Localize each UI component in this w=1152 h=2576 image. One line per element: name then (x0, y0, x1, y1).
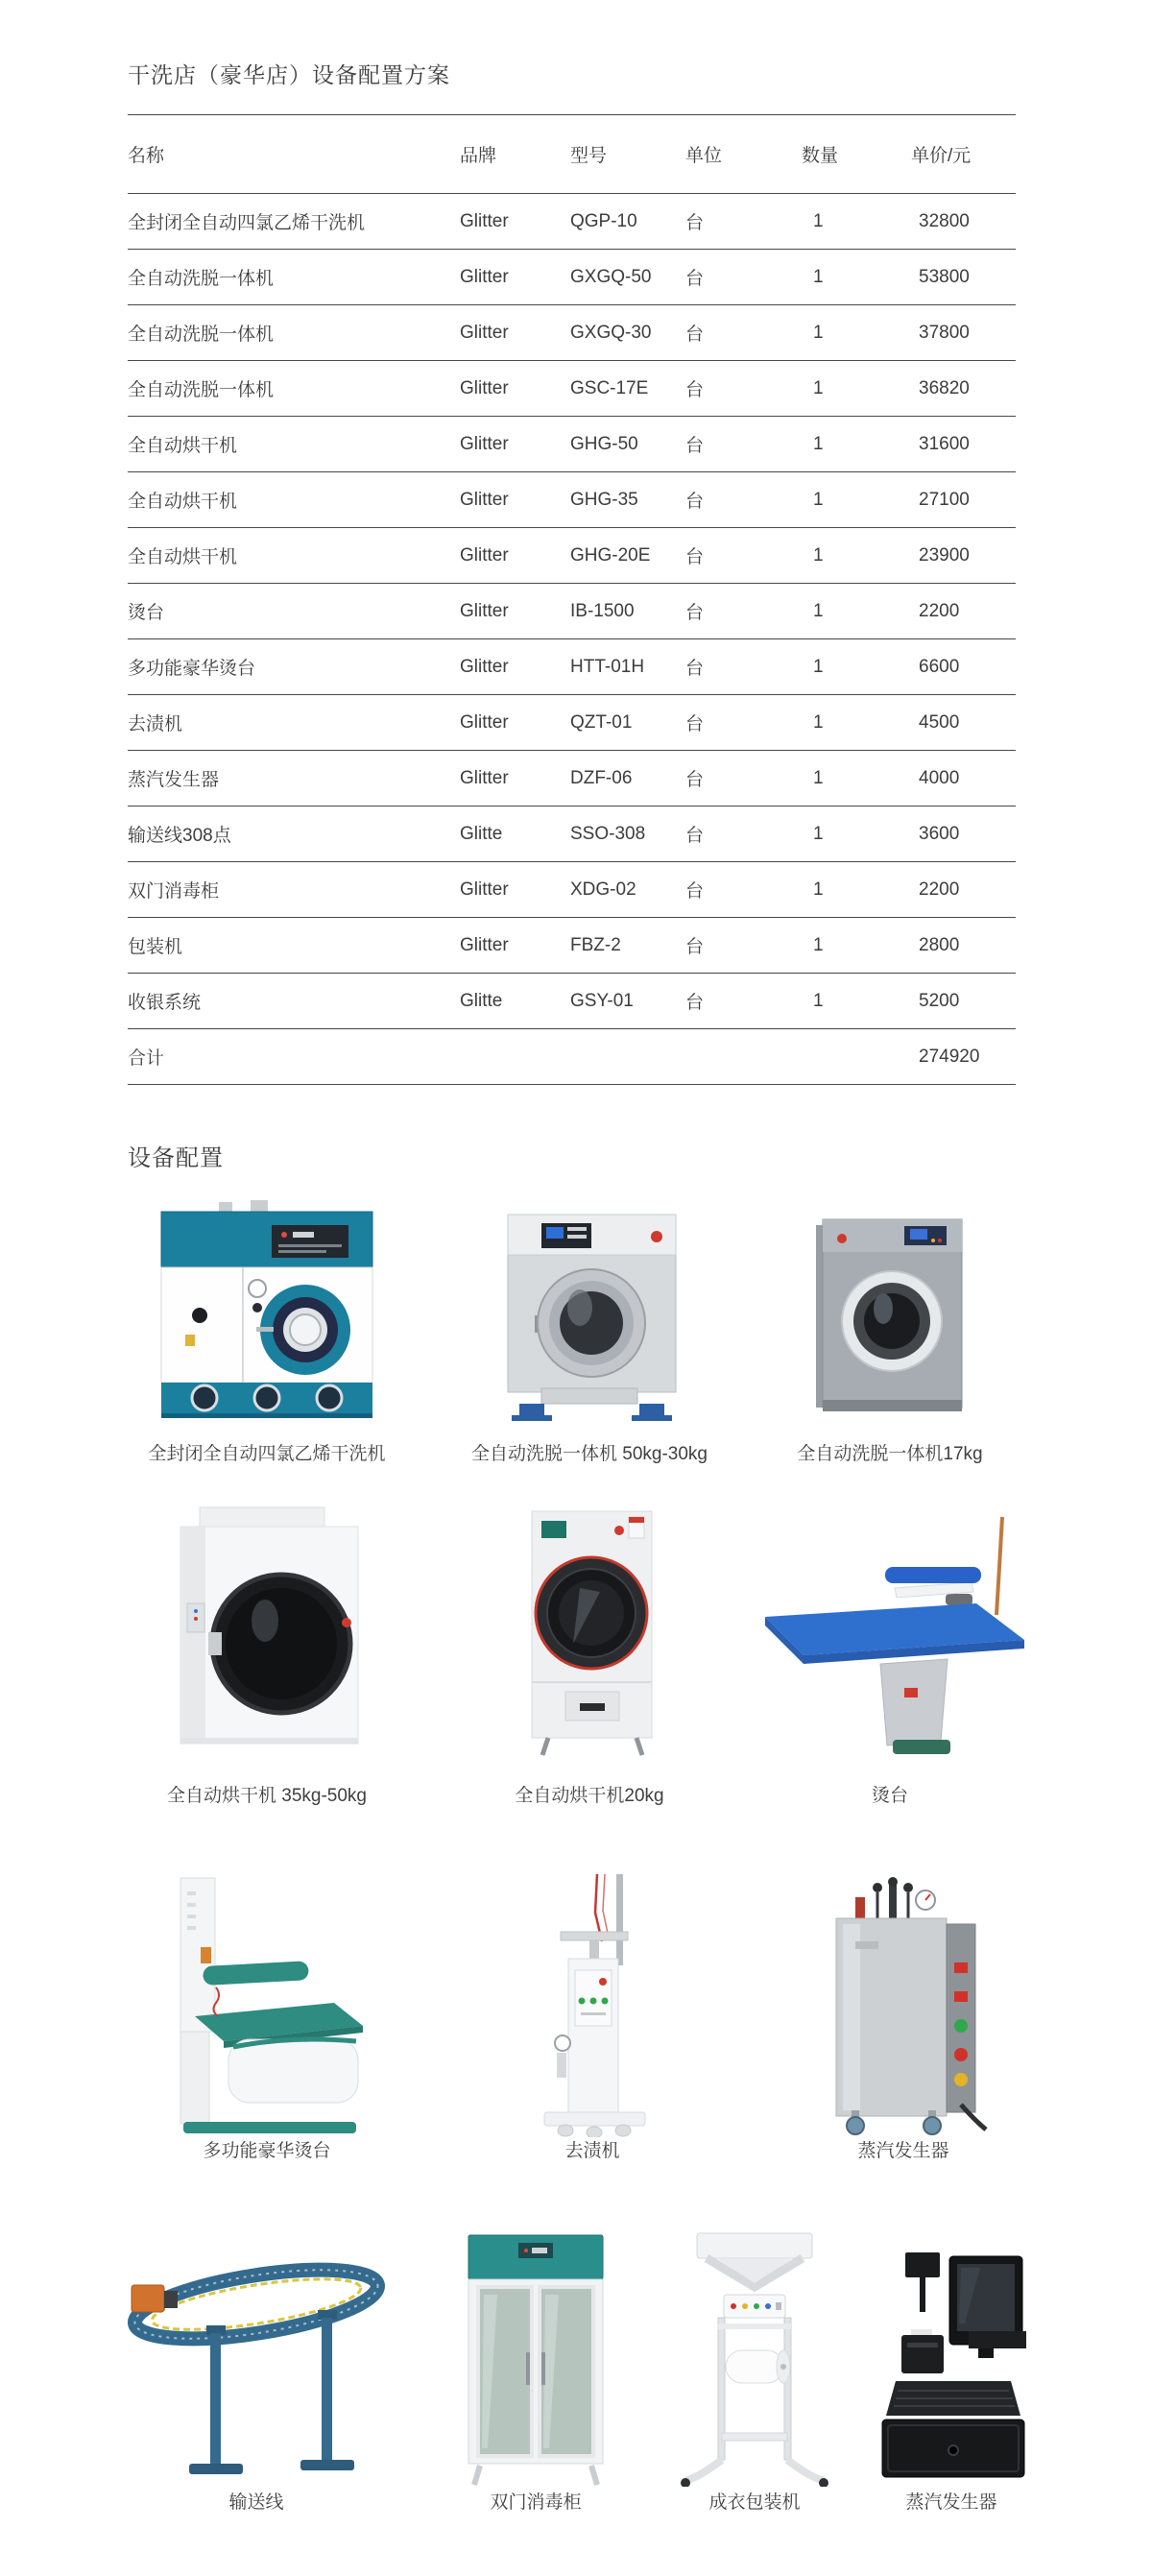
equipment-caption: 成衣包装机 (708, 2492, 801, 2513)
cell-price: 6600 (911, 639, 1016, 695)
cell-brand: Glitter (460, 250, 570, 305)
equipment-figure (450, 1500, 729, 1807)
washer-extractor-50kg-icon (450, 1200, 729, 1423)
equipment-caption: 全自动烘干机20kg (515, 1786, 664, 1806)
column-header-price: 单价/元 (911, 115, 1016, 194)
cell-name: 双门消毒柜 (128, 862, 460, 918)
equipment-figure (855, 2229, 1047, 2514)
ironing-table-icon (751, 1500, 1029, 1757)
equipment-figure (128, 1874, 406, 2162)
pos-cash-register-icon (855, 2229, 1047, 2487)
cell-price: 37800 (911, 305, 1016, 361)
cell-name: 烫台 (128, 584, 460, 639)
cell-unit: 台 (685, 918, 802, 974)
cell-model: QGP-10 (570, 194, 685, 250)
column-header-model: 型号 (570, 115, 685, 194)
cell-model: GHG-35 (570, 472, 685, 528)
table-row (128, 807, 1016, 862)
cell-model: IB-1500 (570, 584, 685, 639)
cell-qty: 1 (802, 528, 911, 584)
cell-name: 全自动烘干机 (128, 472, 460, 528)
equipment-figure (764, 1874, 1043, 2162)
cell-name: 收银系统 (128, 974, 460, 1029)
cell-unit: 台 (685, 305, 802, 361)
cell-unit: 台 (685, 807, 802, 862)
cell-price: 32800 (911, 194, 1016, 250)
cell-name: 包装机 (128, 918, 460, 974)
cell-price: 2800 (911, 918, 1016, 974)
cell-qty: 1 (802, 250, 911, 305)
tumble-dryer-20kg-icon (450, 1500, 729, 1757)
cell-qty: 1 (802, 194, 911, 250)
equipment-caption: 全自动洗脱一体机17kg (797, 1444, 983, 1464)
equipment-caption: 全封闭全自动四氯乙烯干洗机 (148, 1444, 386, 1464)
cell-name: 全封闭全自动四氯乙烯干洗机 (128, 194, 460, 250)
cell-brand: Glitter (460, 695, 570, 751)
cell-qty: 1 (802, 417, 911, 472)
equipment-caption: 去渍机 (564, 2141, 620, 2161)
cell-brand: Glitter (460, 639, 570, 695)
table-total-row (128, 1029, 1016, 1085)
disinfection-cabinet-icon (440, 2229, 632, 2487)
cell-name: 全自动洗脱一体机 (128, 361, 460, 417)
cell-price: 2200 (911, 862, 1016, 918)
page-title: 干洗店（豪华店）设备配置方案 (128, 62, 450, 87)
conveyor-line-icon (122, 2229, 391, 2487)
cell-price: 53800 (911, 250, 1016, 305)
cell-qty: 1 (802, 918, 911, 974)
table-row (128, 250, 1016, 305)
equipment-caption: 蒸汽发生器 (857, 2141, 949, 2161)
table-row (128, 918, 1016, 974)
cell-brand: Glitter (460, 194, 570, 250)
table-row (128, 695, 1016, 751)
equipment-figure (450, 1200, 729, 1465)
cell-price: 31600 (911, 417, 1016, 472)
cell-model: GXGQ-30 (570, 305, 685, 361)
cell-brand: Glitter (460, 361, 570, 417)
cell-unit: 台 (685, 528, 802, 584)
cell-unit: 台 (685, 974, 802, 1029)
column-header-qty: 数量 (802, 115, 911, 194)
cell-qty: 1 (802, 639, 911, 695)
deluxe-ironing-table-icon (128, 1874, 406, 2137)
cell-brand: Glitter (460, 305, 570, 361)
equipment-caption: 烫台 (871, 1786, 908, 1806)
cell-brand: Glitter (460, 862, 570, 918)
equipment-figure (440, 2229, 632, 2514)
equipment-caption: 双门消毒柜 (490, 2492, 582, 2513)
cell-qty: 1 (802, 695, 911, 751)
column-header-name: 名称 (128, 115, 460, 194)
cell-unit: 台 (685, 584, 802, 639)
cell-unit: 台 (685, 417, 802, 472)
cell-qty: 1 (802, 472, 911, 528)
cell-unit: 台 (685, 250, 802, 305)
spot-cleaning-machine-icon (453, 1874, 732, 2137)
cell-name: 全自动烘干机 (128, 417, 460, 472)
cell-qty: 1 (802, 974, 911, 1029)
gallery-heading: 设备配置 (128, 1145, 224, 1171)
cell-price: 27100 (911, 472, 1016, 528)
cell-qty: 1 (802, 751, 911, 807)
cell-qty: 1 (802, 361, 911, 417)
table-row (128, 639, 1016, 695)
table-row (128, 751, 1016, 807)
cell-price: 5200 (911, 974, 1016, 1029)
cell-unit: 台 (685, 639, 802, 695)
column-header-unit: 单位 (685, 115, 802, 194)
table-row (128, 528, 1016, 584)
cell-model: QZT-01 (570, 695, 685, 751)
cell-qty: 1 (802, 305, 911, 361)
table-row (128, 194, 1016, 250)
cell-brand: Glitter (460, 528, 570, 584)
cell-unit: 台 (685, 751, 802, 807)
table-row (128, 305, 1016, 361)
equipment-figure (453, 1874, 732, 2162)
equipment-caption: 输送线 (228, 2492, 284, 2513)
cell-qty: 1 (802, 807, 911, 862)
cell-price: 36820 (911, 361, 1016, 417)
equipment-figure (659, 2229, 851, 2514)
table-row (128, 862, 1016, 918)
table-row (128, 472, 1016, 528)
equipment-figure (751, 1500, 1029, 1807)
equipment-table (128, 114, 1016, 1085)
garment-packing-machine-icon (659, 2229, 851, 2487)
cell-model: SSO-308 (570, 807, 685, 862)
cell-model: HTT-01H (570, 639, 685, 695)
dry-cleaning-machine-icon (128, 1200, 406, 1423)
cell-model: GSC-17E (570, 361, 685, 417)
equipment-caption: 全自动洗脱一体机 50kg-30kg (470, 1444, 708, 1464)
equipment-caption: 蒸汽发生器 (905, 2492, 997, 2513)
cell-unit: 台 (685, 361, 802, 417)
cell-name: 全自动洗脱一体机 (128, 250, 460, 305)
equipment-figure (128, 1500, 406, 1807)
cell-unit: 台 (685, 194, 802, 250)
equipment-caption: 全自动烘干机 35kg-50kg (166, 1786, 367, 1806)
cell-model: GXGQ-50 (570, 250, 685, 305)
cell-name: 全自动洗脱一体机 (128, 305, 460, 361)
equipment-figure (128, 1200, 406, 1465)
table-row (128, 417, 1016, 472)
cell-qty: 1 (802, 584, 911, 639)
table-row (128, 584, 1016, 639)
tumble-dryer-50kg-icon (128, 1500, 406, 1757)
cell-price: 23900 (911, 528, 1016, 584)
cell-model: FBZ-2 (570, 918, 685, 974)
cell-brand: Glitter (460, 751, 570, 807)
table-row (128, 974, 1016, 1029)
cell-name: 全自动烘干机 (128, 528, 460, 584)
cell-price: 3600 (911, 807, 1016, 862)
equipment-caption: 多功能豪华烫台 (203, 2141, 331, 2161)
equipment-figure (122, 2229, 391, 2514)
column-header-brand: 品牌 (460, 115, 570, 194)
cell-model: XDG-02 (570, 862, 685, 918)
cell-name: 去渍机 (128, 695, 460, 751)
cell-brand: Glitter (460, 472, 570, 528)
cell-brand: Glitter (460, 584, 570, 639)
cell-brand: Glitter (460, 417, 570, 472)
cell-name: 蒸汽发生器 (128, 751, 460, 807)
cell-price: 2200 (911, 584, 1016, 639)
steam-generator-icon (764, 1874, 1043, 2137)
cell-model: GSY-01 (570, 974, 685, 1029)
cell-model: DZF-06 (570, 751, 685, 807)
cell-name: 多功能豪华烫台 (128, 639, 460, 695)
total-value: 274920 (911, 1029, 1016, 1085)
total-label: 合计 (128, 1029, 460, 1085)
cell-brand: Glitter (460, 918, 570, 974)
cell-price: 4000 (911, 751, 1016, 807)
table-row (128, 361, 1016, 417)
cell-unit: 台 (685, 472, 802, 528)
cell-model: GHG-20E (570, 528, 685, 584)
cell-brand: Glitte (460, 974, 570, 1029)
cell-qty: 1 (802, 862, 911, 918)
cell-model: GHG-50 (570, 417, 685, 472)
cell-name: 输送线308点 (128, 807, 460, 862)
cell-unit: 台 (685, 862, 802, 918)
cell-unit: 台 (685, 695, 802, 751)
table-header-row (128, 115, 1016, 194)
washer-extractor-17kg-icon (751, 1200, 1029, 1423)
equipment-figure (751, 1200, 1029, 1465)
cell-price: 4500 (911, 695, 1016, 751)
cell-brand: Glitte (460, 807, 570, 862)
